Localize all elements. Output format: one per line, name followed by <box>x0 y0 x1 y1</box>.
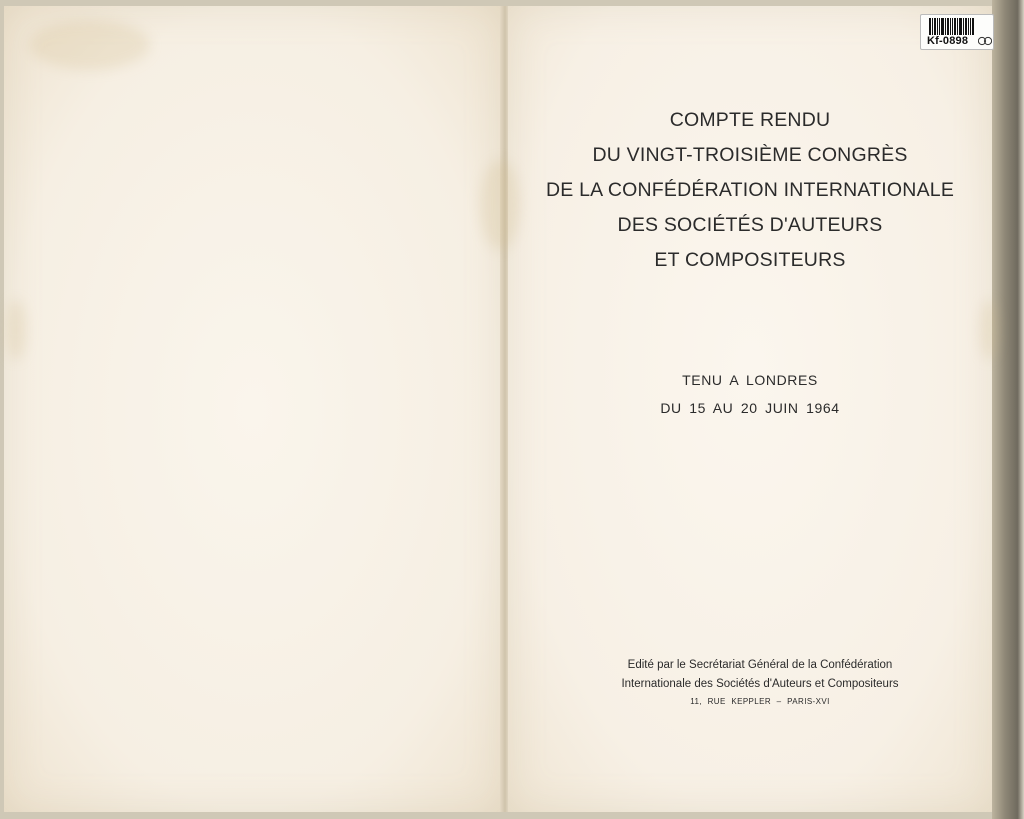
publisher-line-1: Edité par le Secrétariat Général de la Confédération <box>627 659 893 671</box>
publisher-address: 11, RUE KEPPLER – PARIS-XVI <box>690 697 830 706</box>
title-line-1: COMPTE RENDU <box>669 109 831 131</box>
label-code: Kf-0898 <box>927 35 969 47</box>
left-page-blank <box>4 6 503 812</box>
title-line-2: DU VINGT-TROISIÈME CONGRÈS <box>592 144 908 166</box>
paper-stain <box>30 20 150 70</box>
title-line-3: DE LA CONFÉDÉRATION INTERNATIONALE <box>545 179 955 201</box>
barcode-icon <box>929 18 975 35</box>
venue-line: TENU A LONDRES <box>682 372 818 388</box>
paper-stain <box>980 300 998 360</box>
date-line: DU 15 AU 20 JUIN 1964 <box>660 400 840 416</box>
library-label <box>920 14 994 50</box>
title-line-5: ET COMPOSITEURS <box>654 249 846 271</box>
publisher-info <box>560 656 960 710</box>
venue-date <box>508 366 992 422</box>
page-edges <box>992 0 1024 819</box>
document-title <box>508 103 992 278</box>
library-seal-icon <box>978 36 992 46</box>
publisher-line-2: Internationale des Sociétés d'Auteurs et Compositeurs <box>621 678 899 690</box>
paper-stain <box>6 300 26 360</box>
title-line-4: DES SOCIÉTÉS D'AUTEURS <box>617 214 883 236</box>
